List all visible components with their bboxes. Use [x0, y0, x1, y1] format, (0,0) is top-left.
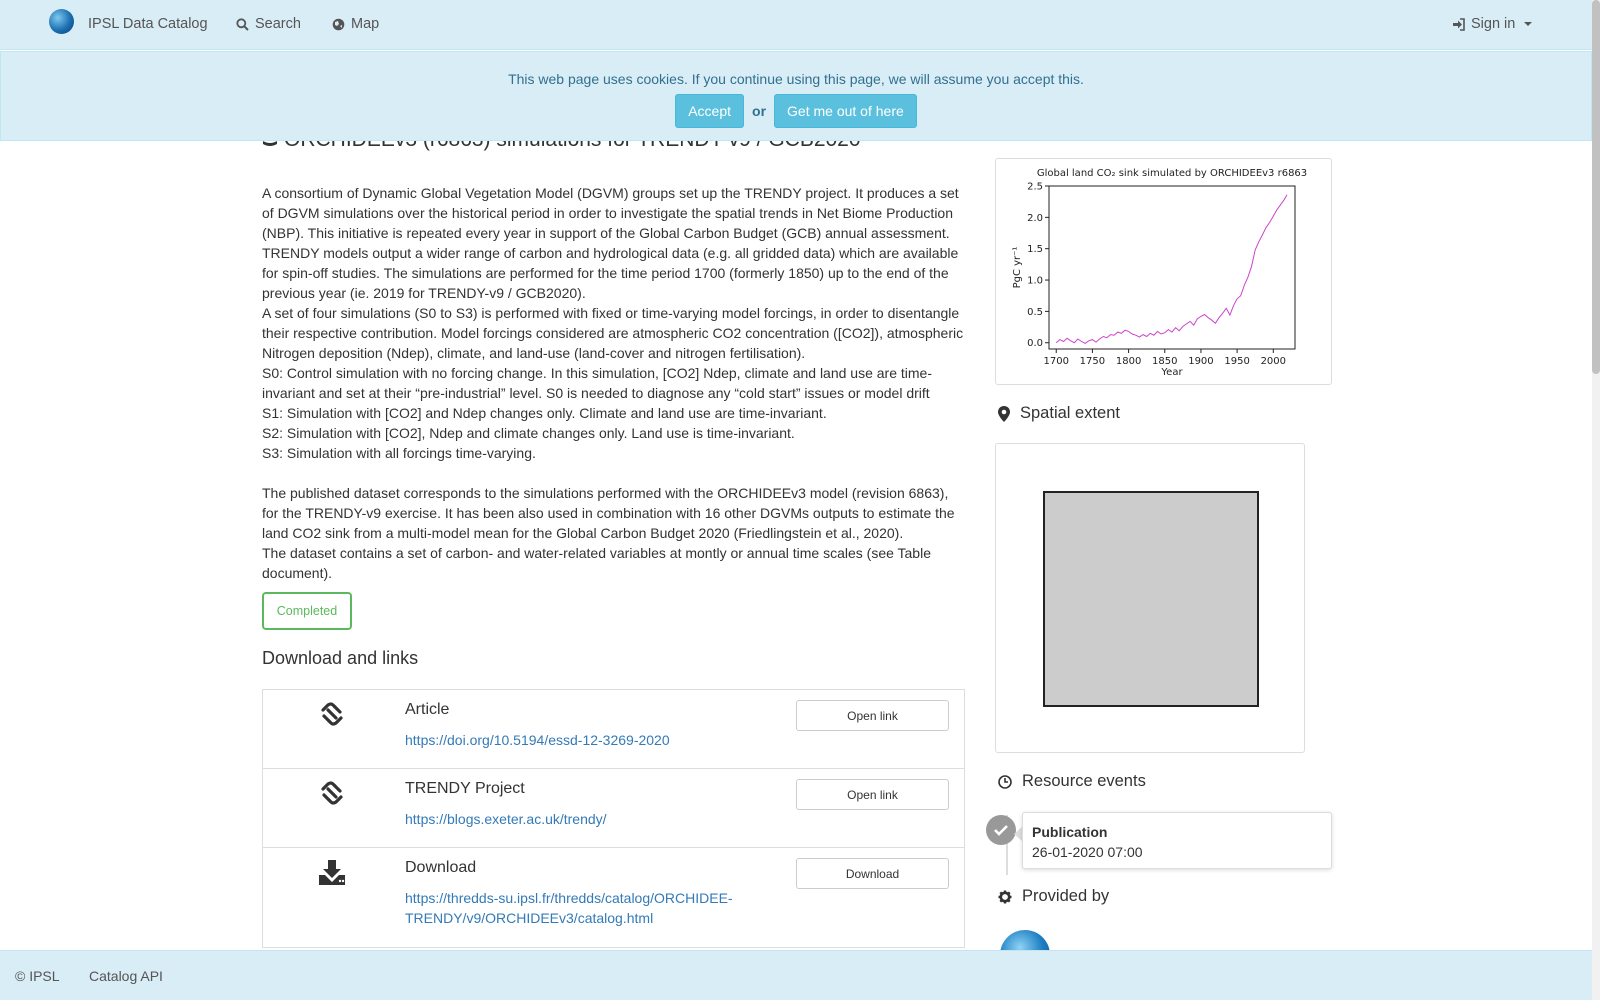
- description-paragraph: S2: Simulation with [CO2], Ndep and climate changes only. Land use is time-invariant.: [262, 425, 795, 441]
- description-paragraph: The dataset contains a set of carbon- and water-related variables at montly or annual time scales (see Table document).: [262, 545, 931, 581]
- cookie-leave-button[interactable]: Get me out of here: [774, 94, 917, 128]
- event-date: 26-01-2020 07:00: [1032, 844, 1143, 860]
- globe-icon: [332, 18, 345, 31]
- y-tick-label: 2.0: [1027, 212, 1043, 224]
- link-row-trendy: [263, 769, 964, 848]
- nav-signin[interactable]: [1452, 16, 1532, 32]
- cookie-or: or: [752, 103, 767, 119]
- spatial-extent-map[interactable]: [995, 443, 1305, 753]
- navbar: [0, 0, 1600, 50]
- clock-icon: [998, 775, 1012, 789]
- y-tick-label: 1.5: [1027, 244, 1043, 256]
- x-tick-label: 1700: [1043, 356, 1069, 367]
- ipsl-logo[interactable]: [49, 9, 74, 34]
- chart-plot-frame: [1049, 186, 1295, 349]
- event-card: [1022, 812, 1332, 869]
- nav-brand[interactable]: [88, 16, 208, 32]
- event-title: Publication: [1032, 824, 1108, 840]
- link-row-download: [263, 848, 964, 948]
- nav-search[interactable]: [236, 16, 301, 32]
- provided-by-heading: [998, 887, 1109, 906]
- page-scrollbar[interactable]: [1592, 0, 1600, 1000]
- link-url[interactable]: https://doi.org/10.5194/essd-12-3269-2020: [405, 732, 670, 748]
- x-tick-label: 1950: [1224, 356, 1250, 367]
- brand-label: IPSL Data Catalog: [88, 16, 208, 32]
- caret-down-icon: [1524, 22, 1532, 26]
- co2-sink-series-line: [1056, 195, 1287, 344]
- x-tick-label: 1850: [1152, 356, 1178, 367]
- map-label: Map: [351, 16, 380, 32]
- chart-panel: [995, 158, 1332, 385]
- gear-icon: [998, 890, 1012, 904]
- open-link-button[interactable]: Open link: [796, 779, 949, 810]
- provided-by-label: Provided by: [1022, 887, 1110, 905]
- x-tick-label: 1900: [1188, 356, 1214, 367]
- scrollbar-thumb[interactable]: [1592, 0, 1600, 374]
- signin-label: Sign in: [1471, 16, 1516, 32]
- chart-title: Global land CO₂ sink simulated by ORCHIDEEv3 r6863: [1036, 168, 1308, 179]
- y-tick-label: 0.0: [1027, 338, 1043, 350]
- footer-copyright: © IPSL: [15, 968, 60, 984]
- map-marker-icon: [998, 406, 1010, 422]
- x-tick-label: 1750: [1079, 356, 1106, 367]
- description-paragraph: A set of four simulations (S0 to S3) is performed with fixed or time-varying model forcings, in order to disentangle their respective contribution. Model forcings considered are atmospheric CO2 concentration ([CO2]), atmospheric Nitrogen deposition (Ndep), climate, and land-use (land-cover and nitrogen fertilisation).: [262, 305, 964, 361]
- y-tick-label: 1.0: [1027, 275, 1043, 287]
- resource-events-heading: [998, 772, 1146, 791]
- link-url[interactable]: https://thredds-su.ipsl.fr/thredds/catalog/ORCHIDEE-TRENDY/v9/ORCHIDEEv3/catalog.html: [405, 890, 733, 926]
- x-tick-label: 2000: [1260, 356, 1287, 367]
- extent-rectangle: [1043, 491, 1259, 707]
- search-label: Search: [255, 16, 301, 32]
- resource-description: [262, 183, 964, 583]
- link-url[interactable]: https://blogs.exeter.ac.uk/trendy/: [405, 811, 607, 827]
- description-paragraph: S1: Simulation with [CO2] and Ndep changes only. Climate and land use are time-invariant.: [262, 405, 827, 421]
- link-title: TRENDY Project: [405, 780, 525, 797]
- spatial-extent-label: Spatial extent: [1020, 404, 1120, 422]
- cookie-banner: [0, 51, 1592, 141]
- download-icon: [318, 858, 348, 888]
- y-tick-label: 2.5: [1027, 181, 1043, 193]
- link-icon: [318, 700, 348, 730]
- x-tick-label: 1800: [1115, 356, 1142, 367]
- status-badge: Completed: [262, 592, 352, 630]
- co2-sink-chart: [996, 159, 1333, 386]
- link-icon: [318, 779, 348, 809]
- y-tick-label: 0.5: [1027, 306, 1043, 318]
- description-paragraph: S3: Simulation with all forcings time-varying.: [262, 445, 536, 461]
- nav-map[interactable]: [332, 16, 379, 32]
- footer-catalog-api-link[interactable]: Catalog API: [89, 968, 163, 984]
- description-paragraph: S0: Control simulation with no forcing change. In this simulation, [CO2] Ndep, climate and land use are time-invariant and set at their “pre-industrial” level. S0 is needed to diagnose any “cold start” issues or model drift: [262, 365, 932, 401]
- cookie-accept-button[interactable]: Accept: [675, 94, 744, 128]
- open-link-button[interactable]: Open link: [796, 700, 949, 731]
- search-icon: [236, 18, 249, 31]
- links-table: [262, 689, 965, 948]
- footer: [0, 950, 1592, 1000]
- download-button[interactable]: Download: [796, 858, 949, 889]
- cookie-message: This web page uses cookies. If you continue using this page, we will assume you accept this.: [508, 71, 1084, 87]
- description-paragraph: A consortium of Dynamic Global Vegetation Model (DGVM) groups set up the TRENDY project. It produces a set of DGVM simulations over the historical period in order to investigate the spatial trends in Net Biome Production (NBP). This initiative is repeated every year in support of the Global Carbon Budget (GCB) annual assessment. TRENDY models output a wider range of carbon and hydrological data (e.g. all gridded data) which are available for spin-off studies. The simulations are performed for the time period 1700 (formerly 1850) up to the end of the previous year (ie. 2019 for TRENDY-v9 / GCB2020).: [262, 185, 959, 301]
- x-axis-label: Year: [1161, 367, 1183, 378]
- link-title: Article: [405, 701, 450, 718]
- description-paragraph: The published dataset corresponds to the simulations performed with the ORCHIDEEv3 model (revision 6863), for the TRENDY-v9 exercise. It has been also used in combination with 16 other DGVMs outputs to estimate the land CO2 sink from a multi-model mean for the Global Carbon Budget 2020 (Friedlingstein et al., 2020).: [262, 485, 955, 541]
- sign-in-icon: [1452, 18, 1465, 31]
- link-title: Download: [405, 859, 477, 876]
- cookie-actions: [1, 94, 1591, 128]
- downloads-heading: Download and links: [262, 648, 419, 668]
- spatial-extent-heading: [998, 404, 1120, 423]
- link-row-article: [263, 690, 964, 769]
- resource-events-label: Resource events: [1022, 772, 1146, 790]
- check-icon: [986, 815, 1016, 845]
- y-axis-label: PgC yr⁻¹: [1012, 246, 1023, 289]
